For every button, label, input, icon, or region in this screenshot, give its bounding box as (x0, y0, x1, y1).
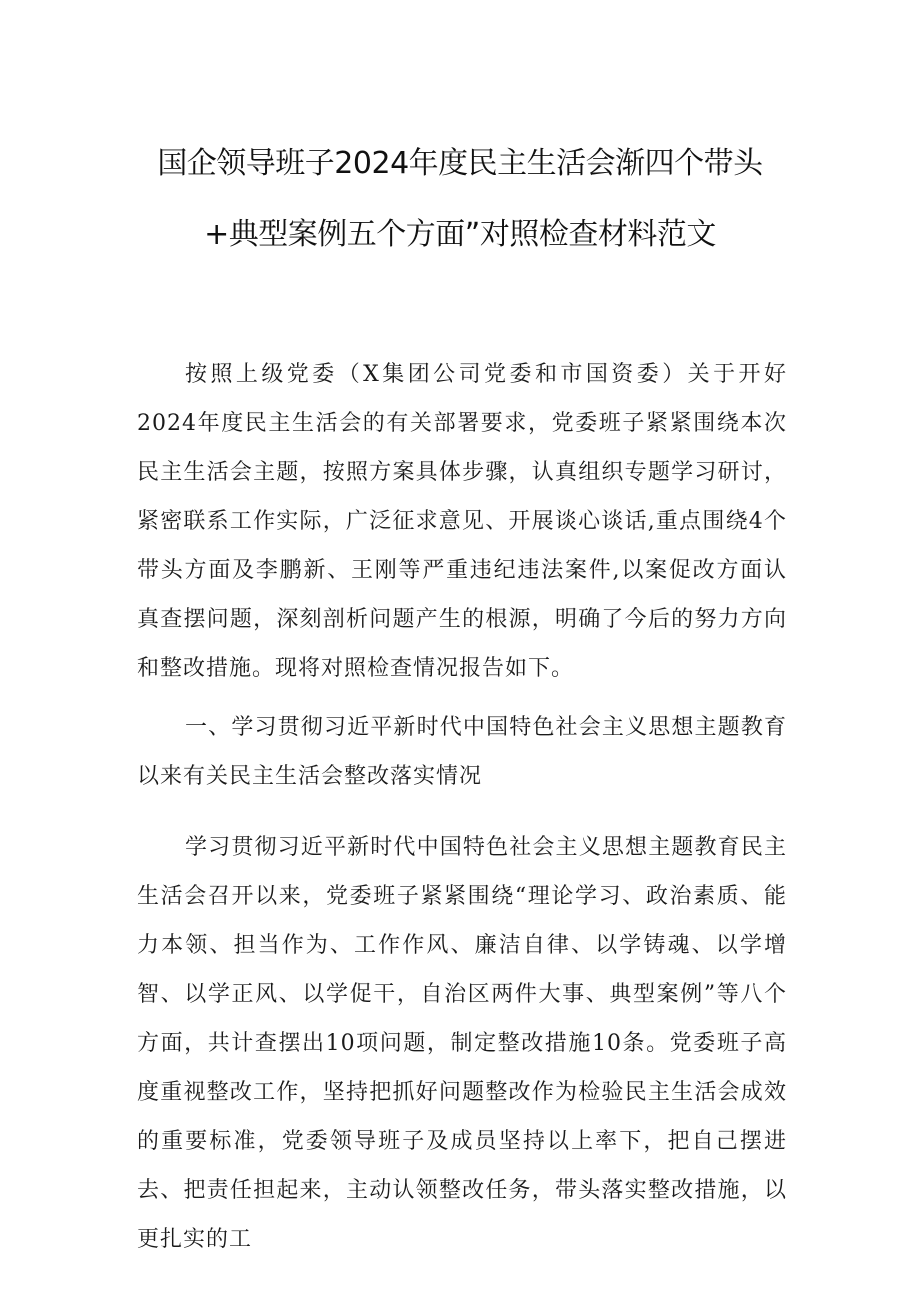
document-title: 国企领导班子2024年度民主生活会渐四个带头+典型案例五个方面”对照检查材料范文 (157, 146, 763, 252)
section-paragraph: 学习贯彻习近平新时代中国特色社会主义思想主题教育民主生活会召开以来，党委班子紧紧围绕“理论学习、政治素质、能力本领、担当作为、工作作风、廉洁自律、以学铸魂、以学增智、以学正风、以学促干，自治区两件大事、典型案例”等八个方面，共计查摆出10项问题，制定整改措施10条。党委班子高度重视整改工作，坚持把抓好问题整改作为检验民主生活会成效的重要标准，党委领导班子及成员坚持以上率下，把自己摆进去、把责任担起来，主动认领整改任务，带头落实整改措施，以更扎实的工 (137, 835, 787, 1252)
section-heading: 一、学习贯彻习近平新时代中国特色社会主义思想主题教育以来有关民主生活会整改落实情况 (137, 715, 787, 789)
intro-paragraph: 按照上级党委（X集团公司党委和市国资委）关于开好2024年度民主生活会的有关部署要求，党委班子紧紧围绕本次民主生活会主题，按照方案具体步骤，认真组织专题学习研讨，紧密联系工作实际，广泛征求意见、开展谈心谈话,重点围绕4个带头方面及李鹏新、王刚等严重违纪违法案件,以案促改方面认真查摆问题，深刻剖析问题产生的根源，明确了今后的努力方向和整改措施。现将对照检查情况报告如下。 (137, 362, 787, 681)
